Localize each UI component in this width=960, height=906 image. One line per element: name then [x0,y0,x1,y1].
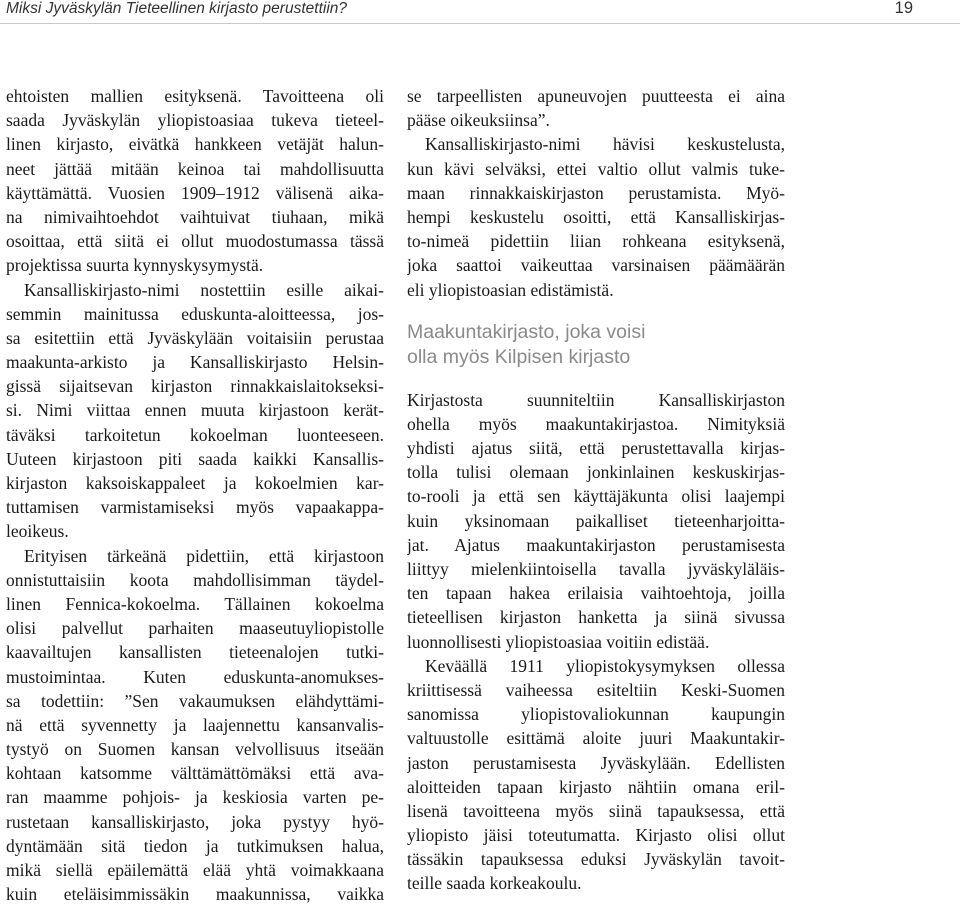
text-line: ran maamme pohjois- ja keskiosia varten pe- [6,787,384,808]
running-header [0,0,960,24]
subheading-line: Maakuntakirjasto, joka voisi [407,320,646,343]
text-line: täväksi tarkoitetun kokoelman luonteeseen. [6,424,384,445]
text-line: rustetaan kansalliskirjasto, joka pystyy hyö- [6,811,384,832]
text-line: aloitteiden tapaan kirjasto nähtiin omana eril- [407,776,785,797]
text-line: eli yliopistoasian edistämistä. [407,279,614,300]
text-line: to-nimeä pidettiin liian rohkeana esityksenä, [407,231,785,252]
text-line: lisenä tavoitteena myös siinä tapauksessa, että [407,800,785,821]
text-line: jaston perustamisesta Jyväskylään. Edellisten [407,752,785,773]
text-line: tolla tulisi olemaan jonkinlainen keskuskirjas- [407,462,785,483]
text-line: si. Nimi viittaa ennen muuta kirjastoon kerät- [6,400,384,421]
text-line: Kansalliskirjasto-nimi hävisi keskustelusta, [425,134,785,155]
text-line: maakunta-arkisto ja Kansalliskirjasto Helsin- [6,352,384,373]
text-line: ten tapaan hakea erilaisia vaihtoehtoja, joilla [407,583,785,604]
text-line: linen kirjasto, eivätkä hankkeen vetäjät halun- [6,134,384,155]
subheading-line: olla myös Kilpisen kirjasto [407,345,631,368]
text-line: saada Jyväskylän yliopistoasiaa tukeva tieteel- [6,110,384,131]
text-line: mikä siellä epäilemättä elää yhtä voimakkaana [6,860,384,880]
running-header-title: Miksi Jyväskylän Tieteellinen kirjasto perustettiin? [6,0,347,17]
text-line: neet jättää mitään keinoa tai mahdollisuutta [6,158,384,179]
text-line: kuin yksinomaan paikalliset tieteenharjoitta- [407,510,785,531]
text-line: yhdisti ajatus siitä, että perustettavalla kirjas- [407,438,785,459]
text-line: dyntämään sitä tiedon ja tutkimuksen halua, [6,835,384,856]
text-line: pääse oikeuksiinsa”. [407,110,550,131]
text-line: leoikeus. [6,521,69,542]
text-line: yliopisto jäisi toteutumatta. Kirjasto olisi ollut [407,825,785,846]
text-line: Keväällä 1911 yliopistokysymyksen ollessa [425,655,785,676]
text-line: käyttämättä. Vuosien 1909–1912 välisenä aika- [6,182,384,203]
text-line: tuttamisen varmistamiseksi myös vapaakappa- [6,497,384,518]
text-line: liittyy mielenkiintoisella tavalla jyväskyläläis- [407,559,785,579]
section-subheading [407,320,785,370]
text-line: olisi palvellut parhaiten maaseutuyliopistolle [6,618,384,639]
text-line: sa todettiin: ”Sen vakaumuksen elähdyttämi- [6,690,384,711]
text-line: projektissa suurta kynnyskysymystä. [6,255,264,276]
text-line: Kirjastosta suunniteltiin Kansalliskirjaston [407,389,785,410]
text-line: joka saattoi vaikeuttaa varsinaisen päämäärän [407,255,785,276]
text-line: maan rinnakkaiskirjaston perustamista. Myö- [407,182,785,203]
text-line: kun kävi selväksi, ettei valtio ollut valmis tuke- [407,158,785,179]
text-line: valtuustolle esittämä aloite juuri Maakuntakir- [407,728,785,749]
text-line: teille saada korkeakoulu. [407,873,582,894]
text-line: kaavailtujen kansallisten tieteenalojen tutki- [6,642,384,663]
text-line: hempi keskustelu osoitti, että Kansalliskirjas- [407,206,785,227]
text-line: Uuteen kirjastoon piti saada kaikki Kansallis- [6,448,384,469]
text-line: kuin eteläisimmissäkin maakunnissa, vaikka [6,884,384,905]
text-line: onnistuttaisiin koota mahdollisimman täydel- [6,569,384,590]
text-line: osoittaa, että siitä ei ollut muodostumassa tässä [6,231,384,252]
text-line: nä että syvennetty ja laajennettu kansanvalis- [6,714,384,735]
text-line: gissä sijaitsevan kirjaston rinnakkaislaitokseksi- [6,376,384,397]
text-line: luonnollisesti yliopistoasiaa voitiin edistää. [407,631,710,652]
text-line: sanomissa yliopistovaliokunnan kaupungin [407,704,785,725]
left-column [6,84,384,906]
text-line: tässäkin tapauksessa eduksi Jyväskylän tavoit- [407,849,785,870]
text-line: to-rooli ja että sen käyttäjäkunta olisi laajempi [407,486,785,507]
text-line: kohtaan katsomme välttämättömäksi että ava- [6,763,384,784]
text-line: kirjaston kaksoiskappaleet ja kokoelmien kar- [6,473,384,493]
text-line: Erityisen tärkeänä pidettiin, että kirjastoon [24,545,384,566]
page-number: 19 [894,0,913,17]
text-line: mustoimintaa. Kuten eduskunta-anomukses- [6,666,384,687]
text-line: jat. Ajatus maakuntakirjaston perustamisesta [407,534,785,555]
text-line: semmin mainitussa eduskunta-aloitteessa, jos- [6,303,384,324]
text-line: tieteellisen kirjaston hanketta ja siinä sivussa [407,607,785,628]
text-line: linen Fennica-kokoelma. Tällainen kokoelma [6,593,384,614]
text-line: na nimivaihtoehdot vaihtuivat tiuhaan, mikä [6,206,384,227]
text-line: Kansalliskirjasto-nimi nostettiin esille aikai- [24,279,384,300]
text-line: ehtoisten mallien esityksenä. Tavoitteena oli [6,86,384,106]
text-line: se tarpeellisten apuneuvojen puutteesta ei aina [407,86,785,106]
right-column [407,84,785,896]
text-line: sa esitettiin että Jyväskylään voitaisiin perustaa [6,327,384,348]
text-line: ohella myös maakuntakirjastoa. Nimityksiä [407,413,785,434]
text-line: tystyö on Suomen kansan velvollisuus itseään [6,739,384,760]
text-line: kriittisessä vaiheessa esiteltiin Keski-Suomen [407,679,785,700]
